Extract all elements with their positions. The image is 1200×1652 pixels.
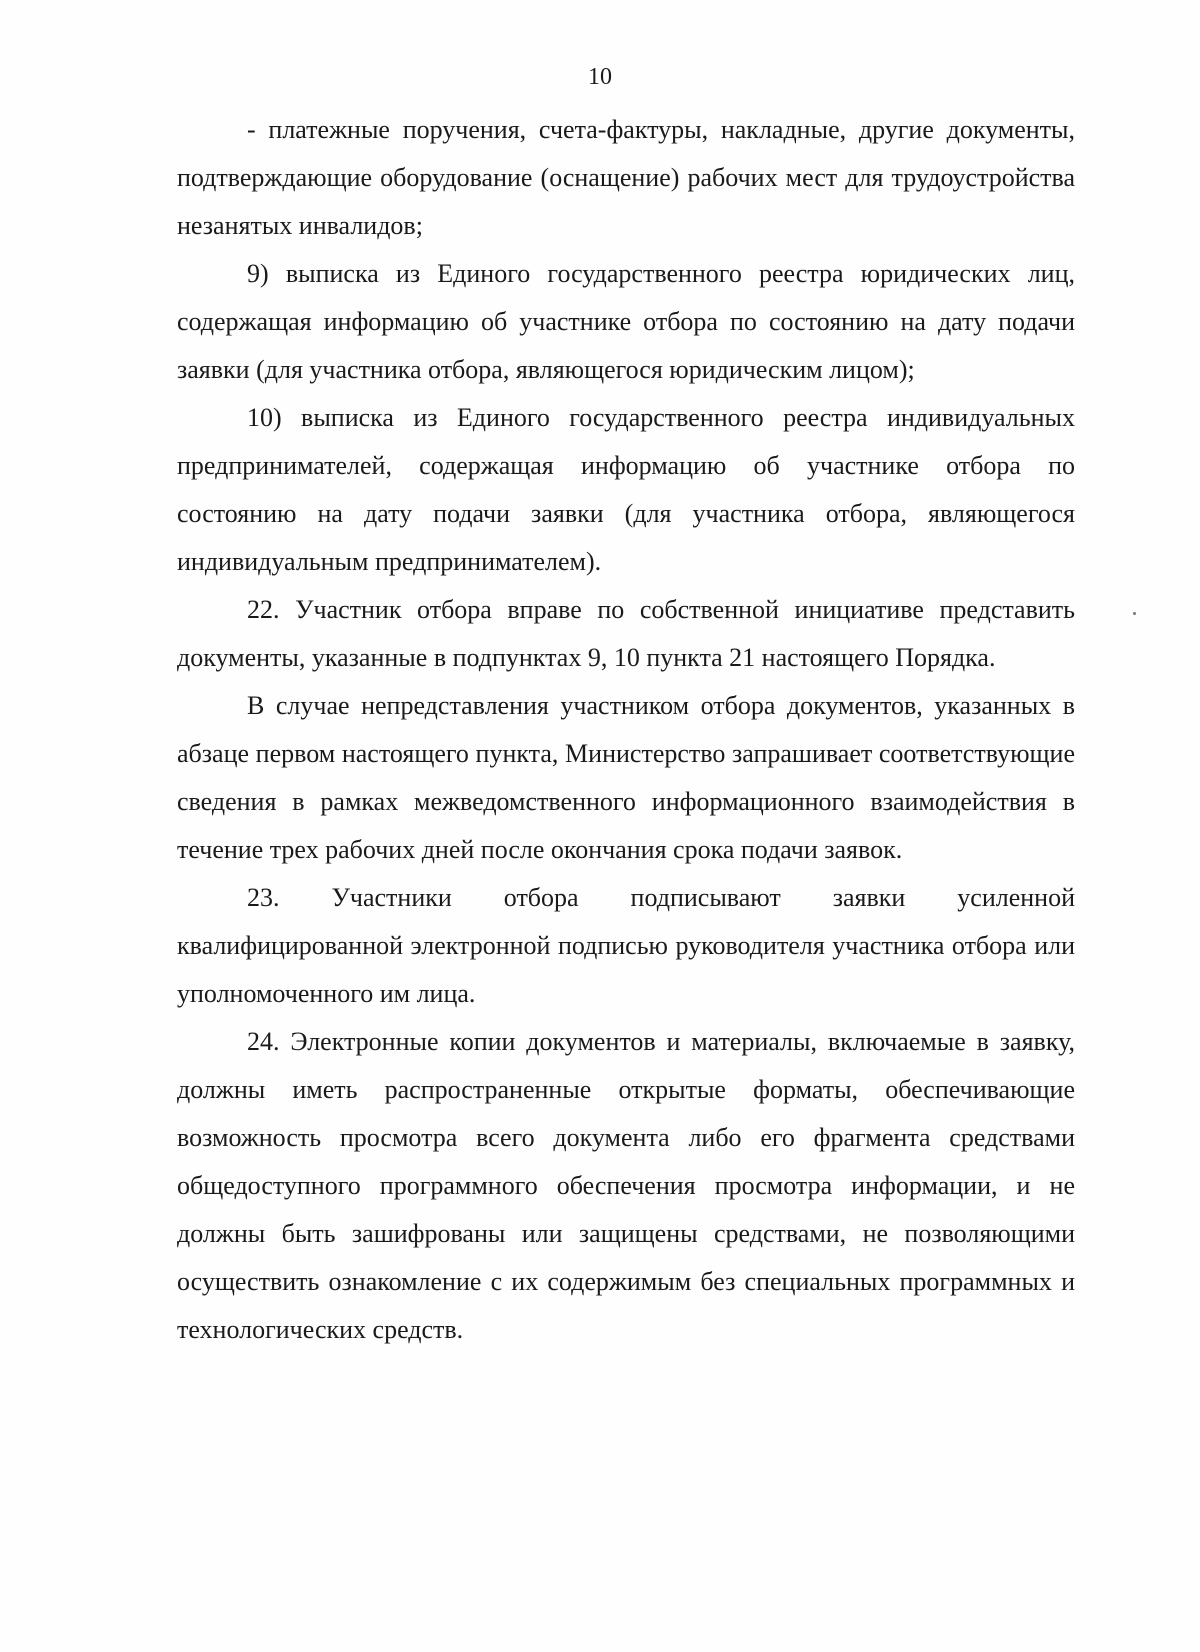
paragraph-item-10: 10) выписка из Единого государственного реестра индивидуальных предпринимателей, содержащая информацию об участнике отбора по состоянию на дату подачи заявки (для участника отбора, являющегося индивидуальным предпринимателем). — [177, 403, 1075, 576]
paragraph-clause-23: 23. Участники отбора подписывают заявки усиленной квалифицированной электронной подписью руководителя участника отбора или уполномоченного им лица. — [177, 883, 1075, 1008]
page-number: 10 — [588, 64, 612, 90]
paragraph-item-9: 9) выписка из Единого государственного реестра юридических лиц, содержащая информацию об участнике отбора по состоянию на дату подачи заявки (для участника отбора, являющегося юридическим лицом); — [177, 259, 1075, 384]
paragraph-clause-24: 24. Электронные копии документов и материалы, включаемые в заявку, должны иметь распространенные открытые форматы, обеспечивающие возможность просмотра всего документа либо его фрагмента средствами общедоступного программного обеспечения просмотра информации, и не должны быть зашифрованы или защищены средствами, не позволяющими осуществить ознакомление с их содержимым без специальных программных и технологических средств. — [177, 1027, 1075, 1344]
paragraph-clause-22-continued: В случае непредставления участником отбора документов, указанных в абзаце первом настоящего пункта, Министерство запрашивает соответствующие сведения в рамках межведомственного информационного взаимодействия в течение трех рабочих дней после окончания срока подачи заявок. — [177, 691, 1075, 864]
scan-speck — [1133, 612, 1136, 615]
document-body — [177, 106, 1075, 1354]
paragraph-clause-22: 22. Участник отбора вправе по собственной инициативе представить документы, указанные в подпунктах 9, 10 пункта 21 настоящего Порядка. — [177, 595, 1075, 672]
paragraph-payment-documents: - платежные поручения, счета-фактуры, накладные, другие документы, подтверждающие оборудование (оснащение) рабочих мест для трудоустройства незанятых инвалидов; — [177, 115, 1075, 240]
